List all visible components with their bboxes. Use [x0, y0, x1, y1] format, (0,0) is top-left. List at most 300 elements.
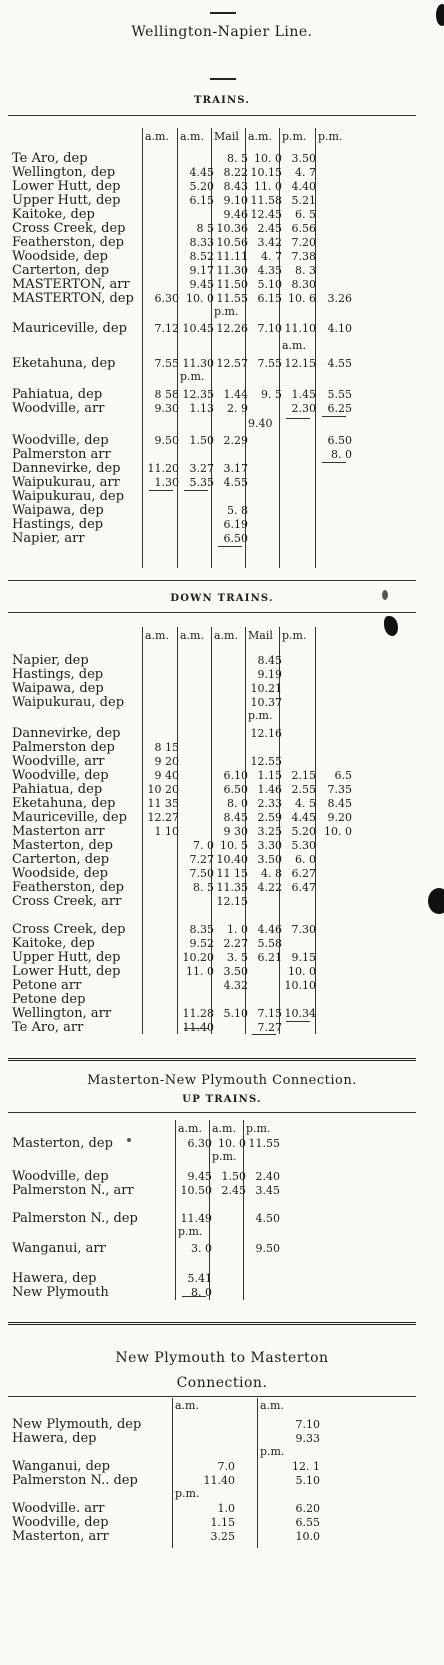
time-cell: 7.30	[291, 923, 316, 936]
station-name: Woodville, arr	[12, 754, 105, 769]
station-name: Hastings, dep	[12, 517, 104, 532]
time-cell: 9.20	[327, 811, 352, 824]
time-cell: 1.50	[189, 434, 214, 447]
time-cell: 10.20	[182, 951, 214, 964]
time-cell: 8. 0	[191, 1286, 212, 1299]
station-name: Wanganui, dep	[12, 1459, 110, 1474]
time-cell: 11.58	[250, 194, 282, 207]
time-cell: 2.59	[257, 811, 282, 824]
time-cell: 11 15	[216, 867, 248, 880]
time-cell: 4.55	[223, 476, 248, 489]
time-cell: 5.20	[291, 825, 316, 838]
time-cell: 6.19	[223, 518, 248, 531]
station-name: Woodville, dep	[12, 1515, 109, 1530]
station-name: Woodville, dep	[12, 1169, 109, 1184]
time-cell: 1.13	[189, 402, 214, 415]
station-name: Petone dep	[12, 992, 86, 1007]
time-cell: 3.50	[257, 853, 282, 866]
column-header: a.m.	[180, 130, 204, 143]
time-cell: 1. 0	[227, 923, 248, 936]
time-cell: 7. 0	[193, 839, 214, 852]
station-name: Kaitoke, dep	[12, 207, 95, 222]
column-header: a.m.	[178, 1122, 202, 1135]
station-name: Carterton, dep	[12, 852, 110, 867]
time-cell: 12.26	[216, 322, 248, 335]
column-divider	[175, 1120, 176, 1300]
time-cell: 11.55	[216, 292, 248, 305]
time-cell: 6.20	[295, 1502, 320, 1515]
end-stroke	[322, 416, 346, 417]
time-cell: 7.55	[257, 357, 282, 370]
time-cell: 12.57	[216, 357, 248, 370]
time-cell: 3.50	[291, 152, 316, 165]
time-cell: 11. 0	[254, 180, 282, 193]
time-cell: 12.27	[147, 811, 179, 824]
time-cell: 8.43	[223, 180, 248, 193]
column-header: a.m.	[180, 629, 204, 642]
station-name: New Plymouth, dep	[12, 1417, 142, 1432]
column-header: p.m.	[282, 130, 307, 143]
time-cell: 11.28	[182, 1007, 214, 1020]
time-cell: 5.41	[187, 1272, 212, 1285]
period-marker: p.m.	[214, 305, 239, 318]
ink-blot	[428, 888, 444, 914]
station-name: Dannevirke, dep	[12, 461, 121, 476]
section-rule	[8, 1396, 416, 1397]
section-rule	[8, 580, 416, 581]
time-cell: 3. 0	[191, 1242, 212, 1255]
time-cell: 7.20	[291, 236, 316, 249]
time-cell: 3.30	[257, 839, 282, 852]
station-name: Kaitoke, dep	[12, 936, 95, 951]
time-cell: 10. 0	[218, 1137, 246, 1150]
time-cell: 10. 0	[254, 152, 282, 165]
time-cell: 7.27	[257, 1021, 282, 1034]
time-cell: 2.45	[221, 1184, 246, 1197]
station-name: Hastings, dep	[12, 667, 104, 682]
station-name: Hawera, dep	[12, 1271, 97, 1286]
station-name: Te Aro, arr	[12, 1020, 84, 1035]
time-cell: 11.10	[284, 322, 316, 335]
column-header: Mail	[248, 629, 273, 642]
station-name: Masterton, arr	[12, 1529, 109, 1544]
time-cell: 1.0	[217, 1502, 235, 1515]
period-marker: p.m.	[248, 709, 273, 722]
station-name: Waipukurau, dep	[12, 489, 125, 504]
time-cell: 6.15	[189, 194, 214, 207]
time-cell: 7.50	[189, 867, 214, 880]
station-name: Hawera, dep	[12, 1431, 97, 1446]
time-cell: 4.10	[327, 322, 352, 335]
time-cell: 3.42	[257, 236, 282, 249]
time-cell: 3.45	[255, 1184, 280, 1197]
time-cell: 10.15	[250, 166, 282, 179]
time-cell: 12.35	[182, 388, 214, 401]
time-cell: 10.34	[284, 1007, 316, 1020]
column-header: a.m.	[145, 130, 169, 143]
station-name: Dannevirke, dep	[12, 726, 121, 741]
time-cell: 2.55	[291, 783, 316, 796]
column-divider	[172, 1398, 173, 1548]
time-cell: 12.15	[284, 357, 316, 370]
end-stroke	[149, 490, 173, 491]
station-name: New Plymouth	[12, 1285, 109, 1300]
time-cell: 1.45	[291, 388, 316, 401]
time-cell: 6.47	[291, 881, 316, 894]
station-name: MASTERTON, dep	[12, 291, 134, 306]
end-stroke	[182, 1296, 206, 1297]
time-cell: 8.33	[189, 236, 214, 249]
time-cell: 8. 0	[227, 797, 248, 810]
time-cell: 6.50	[223, 783, 248, 796]
column-divider	[257, 1398, 258, 1548]
time-cell: 11.11	[216, 250, 248, 263]
column-header: a.m.	[212, 1122, 236, 1135]
paper-speck	[382, 590, 388, 600]
time-cell: 2.15	[291, 769, 316, 782]
ink-blot	[436, 4, 444, 26]
period-marker: p.m.	[175, 1487, 200, 1500]
time-cell: 8. 0	[331, 448, 352, 461]
time-cell: 12. 1	[292, 1460, 320, 1473]
time-cell: 8. 5	[227, 152, 248, 165]
station-name: Waipawa, dep	[12, 503, 104, 518]
time-cell: 10.36	[216, 222, 248, 235]
time-cell: 11. 0	[186, 965, 214, 978]
time-cell: 7.12	[154, 322, 179, 335]
end-stroke	[218, 546, 242, 547]
time-cell: 11.49	[180, 1212, 212, 1225]
time-cell: 4.45	[291, 811, 316, 824]
time-cell: 7.0	[217, 1460, 235, 1473]
station-name: Wanganui, arr	[12, 1241, 106, 1256]
time-cell: 10.40	[216, 853, 248, 866]
station-name: Upper Hutt, dep	[12, 193, 121, 208]
time-cell: 8.45	[257, 654, 282, 667]
time-cell: 10. 0	[324, 825, 352, 838]
time-cell: 2.27	[223, 937, 248, 950]
station-name: Cross Creek, arr	[12, 894, 122, 909]
time-cell: 9.33	[295, 1432, 320, 1445]
station-name: Woodside, dep	[12, 249, 108, 264]
time-cell: 3. 5	[227, 951, 248, 964]
time-cell: 8.22	[223, 166, 248, 179]
time-cell: 9.45	[187, 1170, 212, 1183]
station-name: Mauriceville, dep	[12, 321, 127, 336]
section-rule	[8, 612, 416, 613]
masterton-new-plymouth-title: Masterton-New Plymouth Connection.	[87, 1073, 357, 1088]
time-cell: 9.10	[223, 194, 248, 207]
column-header: a.m.	[175, 1399, 199, 1412]
time-cell: 5.55	[327, 388, 352, 401]
section-rule	[8, 1058, 416, 1061]
column-header: Mail	[214, 130, 239, 143]
period-marker: a.m.	[282, 339, 306, 352]
station-name: Pahiatua, dep	[12, 387, 103, 402]
end-stroke	[252, 1034, 276, 1035]
time-cell: 5.10	[257, 278, 282, 291]
time-cell: 10. 0	[186, 292, 214, 305]
time-cell: 12.16	[250, 727, 282, 740]
new-plymouth-masterton-title-1: New Plymouth to Masterton	[115, 1350, 329, 1366]
time-cell: 10. 5	[220, 839, 248, 852]
time-cell: 8.52	[189, 250, 214, 263]
time-cell: 2.29	[223, 434, 248, 447]
station-name: Cross Creek, dep	[12, 922, 126, 937]
time-cell: 4.55	[327, 357, 352, 370]
time-cell: 9 30	[223, 825, 248, 838]
period-marker: p.m.	[260, 1445, 285, 1458]
time-cell: 12.15	[216, 895, 248, 908]
station-name: Eketahuna, dep	[12, 356, 116, 371]
time-cell: 1.15	[257, 769, 282, 782]
station-name: Palmerston dep	[12, 740, 115, 755]
time-cell: 6.25	[327, 402, 352, 415]
time-cell: 3.27	[189, 462, 214, 475]
ink-blot	[384, 616, 398, 636]
station-name: Upper Hutt, dep	[12, 950, 121, 965]
up-trains-heading: TRAINS.	[193, 95, 251, 106]
station-name: Masterton, dep	[12, 838, 113, 853]
time-cell: 6.30	[154, 292, 179, 305]
time-cell: 4. 7	[295, 166, 316, 179]
end-stroke	[286, 418, 310, 419]
station-name: Wellington, dep	[12, 165, 116, 180]
paper-speck	[127, 1138, 131, 1142]
station-name: Palmerston N.. dep	[12, 1473, 138, 1488]
column-header: p.m.	[282, 629, 307, 642]
time-cell: 11.40	[203, 1474, 235, 1487]
time-cell: 5.21	[291, 194, 316, 207]
time-cell: 8.35	[189, 923, 214, 936]
time-cell: 4. 7	[261, 250, 282, 263]
station-name: Woodville, dep	[12, 768, 109, 783]
time-cell: 10.21	[250, 682, 282, 695]
time-cell: 8. 5	[193, 881, 214, 894]
time-cell: 7.15	[257, 1007, 282, 1020]
station-name: Palmerston N., dep	[12, 1211, 138, 1226]
station-name: Mauriceville, dep	[12, 810, 127, 825]
time-cell: 10.37	[250, 696, 282, 709]
time-cell: 9 40	[154, 769, 179, 782]
time-cell: 8.45	[327, 797, 352, 810]
station-name: Masterton arr	[12, 824, 105, 839]
time-cell: 6.27	[291, 867, 316, 880]
station-name: Waipawa, dep	[12, 681, 104, 696]
time-cell: 9.19	[257, 668, 282, 681]
end-stroke	[286, 1021, 310, 1022]
time-cell: 10.45	[182, 322, 214, 335]
time-cell: 9.17	[189, 264, 214, 277]
time-cell: 10.0	[295, 1530, 320, 1543]
time-cell: 6.5	[334, 769, 352, 782]
time-cell: 9. 5	[261, 388, 282, 401]
time-cell: 12.55	[250, 755, 282, 768]
column-divider	[177, 128, 178, 568]
time-cell: 4.32	[223, 979, 248, 992]
station-name: Palmerston N., arr	[12, 1183, 134, 1198]
time-cell: 5.20	[189, 180, 214, 193]
station-name: Carterton, dep	[12, 263, 110, 278]
time-cell: 4.45	[189, 166, 214, 179]
time-cell: 6.56	[291, 222, 316, 235]
time-cell: 7.38	[291, 250, 316, 263]
time-cell: 9.52	[189, 937, 214, 950]
time-cell: 11.50	[216, 278, 248, 291]
column-header: p.m.	[318, 130, 343, 143]
column-header: a.m.	[260, 1399, 284, 1412]
time-cell: 8. 3	[295, 264, 316, 277]
time-cell: 10.10	[284, 979, 316, 992]
station-name: Pahiatua, dep	[12, 782, 103, 797]
time-cell: 2. 9	[227, 402, 248, 415]
time-cell: 5.58	[257, 937, 282, 950]
time-cell: 1.46	[257, 783, 282, 796]
time-cell: 1.50	[221, 1170, 246, 1183]
station-name: Cross Creek, dep	[12, 221, 126, 236]
down-trains-heading: DOWN TRAINS.	[170, 593, 274, 604]
time-cell: 5.35	[189, 476, 214, 489]
column-header: a.m.	[145, 629, 169, 642]
time-cell: 6.50	[223, 532, 248, 545]
time-cell: 1 10	[154, 825, 179, 838]
period-marker: p.m.	[178, 1225, 203, 1238]
time-cell: 6.55	[295, 1516, 320, 1529]
wellington-napier-title: Wellington-Napier Line.	[131, 24, 313, 40]
time-cell: 11.55	[248, 1137, 280, 1150]
period-marker: p.m.	[212, 1150, 237, 1163]
time-cell: 11.30	[182, 357, 214, 370]
ornament-dash	[210, 12, 236, 14]
station-name: Featherston, dep	[12, 880, 124, 895]
time-cell: 2.45	[257, 222, 282, 235]
station-name: Woodville. arr	[12, 1501, 105, 1516]
station-name: Woodville, dep	[12, 433, 109, 448]
time-cell: 5.10	[223, 1007, 248, 1020]
time-cell: 1.30	[154, 476, 179, 489]
time-cell: 7.35	[327, 783, 352, 796]
time-cell: 8.30	[291, 278, 316, 291]
station-name: Featherston, dep	[12, 235, 124, 250]
time-cell: 11.20	[147, 462, 179, 475]
time-cell: 3.17	[223, 462, 248, 475]
time-cell: 12.45	[250, 208, 282, 221]
column-header: p.m.	[246, 1122, 271, 1135]
time-cell: 2.33	[257, 797, 282, 810]
column-header: a.m.	[248, 130, 272, 143]
time-cell: 6.21	[257, 951, 282, 964]
time-cell: 11 35	[147, 797, 179, 810]
time-cell: 5. 8	[227, 504, 248, 517]
time-cell: 7.55	[154, 357, 179, 370]
time-cell: 10.56	[216, 236, 248, 249]
station-name: Napier, dep	[12, 653, 89, 668]
station-name: Woodside, dep	[12, 866, 108, 881]
time-cell: 1.44	[223, 388, 248, 401]
ornament-dash	[210, 78, 236, 80]
time-cell: 4.22	[257, 881, 282, 894]
station-name: Woodville, arr	[12, 401, 105, 416]
time-cell: 4. 5	[295, 797, 316, 810]
time-cell: 3.25	[257, 825, 282, 838]
time-cell: 3.50	[223, 965, 248, 978]
section-rule	[8, 1322, 416, 1325]
time-cell: 4.46	[257, 923, 282, 936]
time-cell: 9.15	[291, 951, 316, 964]
mnp-up-trains-heading: UP TRAINS.	[182, 1094, 262, 1105]
time-cell: 8.45	[223, 811, 248, 824]
time-cell: 9 20	[154, 755, 179, 768]
time-cell: 3.25	[210, 1530, 235, 1543]
time-cell: 7.10	[295, 1418, 320, 1431]
time-cell: 9.50	[154, 434, 179, 447]
time-cell: 10. 6	[288, 292, 316, 305]
section-rule	[8, 115, 416, 116]
time-cell: 8 15	[154, 741, 179, 754]
time-cell: 9.46	[223, 208, 248, 221]
time-cell: 10. 0	[288, 965, 316, 978]
station-name: Waipukurau, arr	[12, 475, 120, 490]
end-stroke	[322, 462, 346, 463]
column-divider	[142, 627, 143, 1034]
time-cell: 11.30	[216, 264, 248, 277]
station-name: Lower Hutt, dep	[12, 179, 121, 194]
period-marker: p.m.	[180, 370, 205, 383]
time-cell: 4.35	[257, 264, 282, 277]
period-marker: 9.40	[248, 417, 273, 430]
time-cell: 6.10	[223, 769, 248, 782]
time-cell: 9.30	[154, 402, 179, 415]
station-name: Napier, arr	[12, 531, 85, 546]
time-cell: 8 5	[196, 222, 214, 235]
time-cell: 5.10	[295, 1474, 320, 1487]
time-cell: 4. 8	[261, 867, 282, 880]
time-cell: 11.40	[182, 1021, 214, 1034]
time-cell: 6.30	[187, 1137, 212, 1150]
station-name: Lower Hutt, dep	[12, 964, 121, 979]
column-divider	[142, 128, 143, 568]
time-cell: 11.35	[216, 881, 248, 894]
station-name: Te Aro, dep	[12, 151, 88, 166]
time-cell: 9.45	[189, 278, 214, 291]
time-cell: 9.50	[255, 1242, 280, 1255]
time-cell: 2.40	[255, 1170, 280, 1183]
time-cell: 6.50	[327, 434, 352, 447]
column-header: a.m.	[214, 629, 238, 642]
station-name: Eketahuna, dep	[12, 796, 116, 811]
time-cell: 6. 5	[295, 208, 316, 221]
section-rule	[8, 1112, 416, 1113]
time-cell: 2.30	[291, 402, 316, 415]
station-name: MASTERTON, arr	[12, 277, 130, 292]
time-cell: 3.26	[327, 292, 352, 305]
time-cell: 6.15	[257, 292, 282, 305]
end-stroke	[184, 1028, 208, 1029]
station-name: Waipukurau, dep	[12, 695, 125, 710]
time-cell: 5.30	[291, 839, 316, 852]
time-cell: 8 58	[154, 388, 179, 401]
time-cell: 6. 0	[295, 853, 316, 866]
station-name: Palmerston arr	[12, 447, 111, 462]
end-stroke	[184, 490, 208, 491]
station-name: Masterton, dep	[12, 1136, 113, 1151]
time-cell: 10 20	[147, 783, 179, 796]
time-cell: 4.40	[291, 180, 316, 193]
station-name: Wellington, arr	[12, 1006, 112, 1021]
station-name: Petone arr	[12, 978, 82, 993]
time-cell: 4.50	[255, 1212, 280, 1225]
time-cell: 10.50	[180, 1184, 212, 1197]
